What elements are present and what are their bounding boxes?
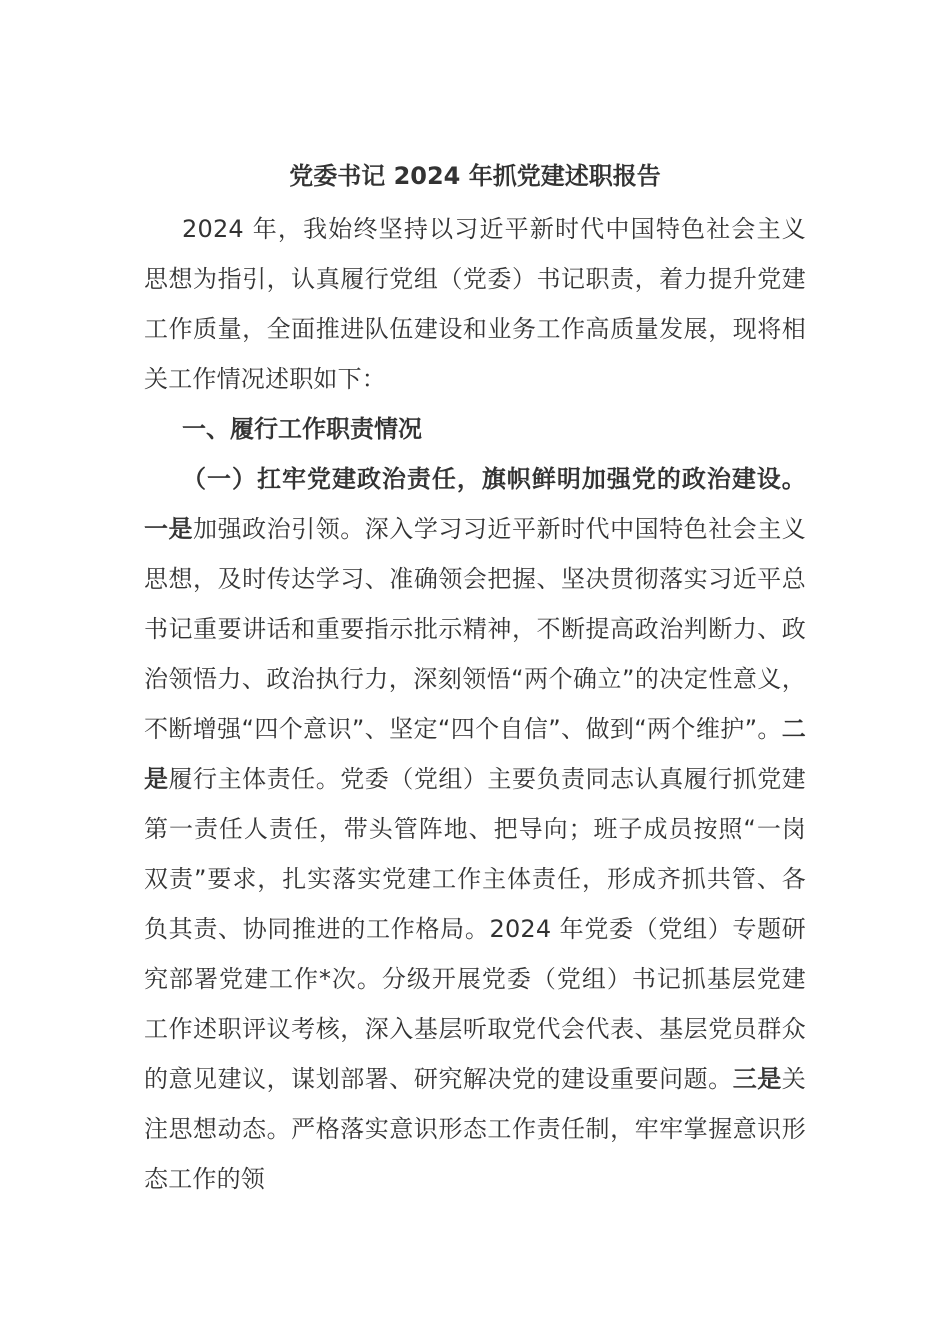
point-label-2: 二是 [144, 715, 806, 793]
point-text-3: 关注思想动态。严格落实意识形态工作责任制，牢牢掌握意识形态工作的领 [144, 1065, 806, 1193]
point-text-1: 加强政治引领。深入学习习近平新时代中国特色社会主义思想，及时传达学习、准确领会把握、坚决贯彻落实习近平总书记重要讲话和重要指示批示精神，不断提高政治判断力、政治领悟力、政治执行力，深刻领悟“两个确立”的决定性意义，不断增强“四个意识”、坚定“四个自信”、做到“两个维护”。 [144, 515, 806, 743]
point-label-1: 一是 [144, 515, 194, 543]
intro-paragraph: 2024 年，我始终坚持以习近平新时代中国特色社会主义思想为指引，认真履行党组（党委）书记职责，着力提升党建工作质量，全面推进队伍建设和业务工作高质量发展，现将相关工作情况述职如下： [144, 215, 806, 393]
subsection-paragraph [144, 454, 806, 1204]
point-label-3: 三是 [732, 1065, 782, 1093]
document-title: 党委书记 2024 年抓党建述职报告 [289, 162, 661, 190]
document-body [144, 154, 806, 1204]
point-text-2: 履行主体责任。党委（党组）主要负责同志认真履行抓党建第一责任人责任，带头管阵地、把导向；班子成员按照“一岗双责”要求，扎实落实党建工作主体责任，形成齐抓共管、各负其责、协同推进的工作格局。2024 年党委（党组）专题研究部署党建工作*次。分级开展党委（党组）书记抓基层党建工作述职评议考核，深入基层听取党代会代表、基层党员群众的意见建议，谋划部署、研究解决党的建设重要问题。 [144, 765, 806, 1093]
subsection-heading: （一）扛牢党建政治责任，旗帜鲜明加强党的政治建设。 [182, 465, 806, 493]
section-heading: 一、履行工作职责情况 [182, 415, 422, 443]
